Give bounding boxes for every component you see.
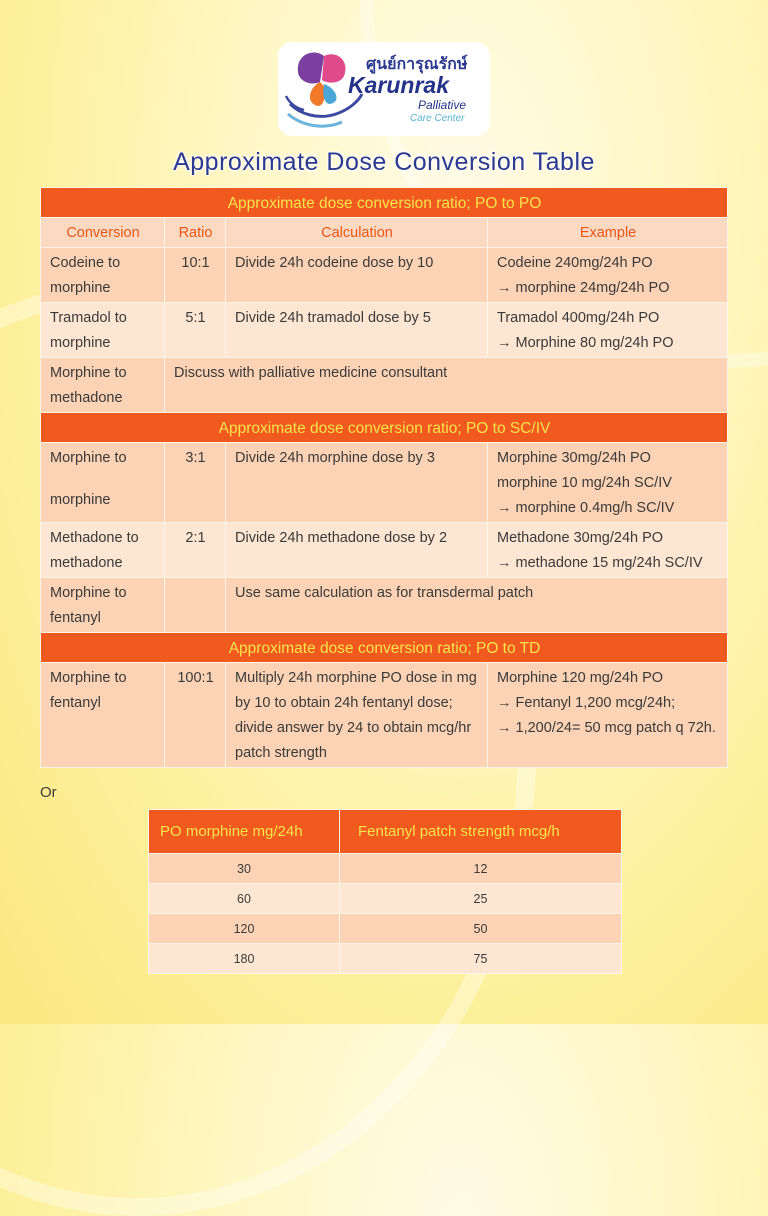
conversion-cell bbox=[41, 443, 165, 523]
conversion-line: morphine bbox=[50, 492, 111, 508]
section-header bbox=[41, 188, 728, 218]
conversion-cell: Tramadol to morphine bbox=[41, 303, 165, 358]
table-row bbox=[41, 443, 728, 523]
column-header: PO morphine mg/24h bbox=[149, 810, 340, 854]
section-title: Approximate dose conversion ratio; PO to PO bbox=[41, 188, 728, 218]
section-title: Approximate dose conversion ratio; PO to SC/IV bbox=[41, 413, 728, 443]
conversion-cell: Morphine to fentanyl bbox=[41, 663, 165, 768]
ratio-cell: 3:1 bbox=[165, 443, 226, 523]
example-cell bbox=[488, 248, 728, 303]
section-header bbox=[41, 413, 728, 443]
calculation-cell: Divide 24h tramadol dose by 5 bbox=[226, 303, 488, 358]
example-line: → methadone 15 mg/24h SC/IV bbox=[497, 555, 703, 571]
logo-subtitle: Palliative bbox=[418, 98, 467, 112]
column-header: Calculation bbox=[226, 218, 488, 248]
column-header: Example bbox=[488, 218, 728, 248]
table-row bbox=[41, 663, 728, 768]
example-line: → morphine 24mg/24h PO bbox=[497, 280, 670, 296]
table-row bbox=[41, 523, 728, 578]
table-row bbox=[149, 944, 622, 974]
conversion-cell: Methadone to methadone bbox=[41, 523, 165, 578]
example-line: morphine 10 mg/24h SC/IV bbox=[497, 475, 672, 491]
example-cell bbox=[488, 523, 728, 578]
table-row bbox=[149, 854, 622, 884]
note-cell: Discuss with palliative medicine consultant bbox=[165, 358, 728, 413]
calculation-cell: Multiply 24h morphine PO dose in mg by 10 to obtain 24h fentanyl dose; divide answer by 24 to obtain mcg/hr patch strength bbox=[226, 663, 488, 768]
table-row bbox=[41, 358, 728, 413]
table-row bbox=[41, 248, 728, 303]
ratio-cell: 2:1 bbox=[165, 523, 226, 578]
column-header: Fentanyl patch strength mcg/h bbox=[340, 810, 622, 854]
example-line: → morphine 0.4mg/h SC/IV bbox=[497, 500, 675, 516]
conversion-cell: Codeine to morphine bbox=[41, 248, 165, 303]
fentanyl-patch-table bbox=[148, 809, 622, 974]
conversion-cell: Morphine to fentanyl bbox=[41, 578, 165, 633]
conversion-line: Morphine to bbox=[50, 450, 127, 466]
conversion-table bbox=[40, 187, 728, 768]
table-row bbox=[149, 914, 622, 944]
morphine-dose-cell: 180 bbox=[149, 944, 340, 974]
example-line: Codeine 240mg/24h PO bbox=[497, 255, 653, 271]
example-line: → 1,200/24= 50 mcg patch q 72h. bbox=[497, 720, 716, 736]
patch-strength-cell: 12 bbox=[340, 854, 622, 884]
patch-table-header bbox=[149, 810, 622, 854]
example-line: Methadone 30mg/24h PO bbox=[497, 530, 664, 546]
table-row bbox=[41, 578, 728, 633]
example-cell bbox=[488, 443, 728, 523]
example-line: Tramadol 400mg/24h PO bbox=[497, 310, 660, 326]
example-cell bbox=[488, 663, 728, 768]
or-label: Or bbox=[40, 784, 57, 801]
section-title: Approximate dose conversion ratio; PO to TD bbox=[41, 633, 728, 663]
ratio-cell bbox=[165, 578, 226, 633]
column-header: Ratio bbox=[165, 218, 226, 248]
calculation-cell: Divide 24h codeine dose by 10 bbox=[226, 248, 488, 303]
calculation-cell: Use same calculation as for transdermal patch bbox=[226, 578, 728, 633]
calculation-cell: Divide 24h methadone dose by 2 bbox=[226, 523, 488, 578]
example-cell bbox=[488, 303, 728, 358]
ratio-cell: 100:1 bbox=[165, 663, 226, 768]
example-line: Morphine 120 mg/24h PO bbox=[497, 670, 664, 686]
logo bbox=[278, 42, 490, 136]
column-header: Conversion bbox=[41, 218, 165, 248]
logo-subtitle-2: Care Center bbox=[410, 113, 465, 124]
example-line: Morphine 30mg/24h PO bbox=[497, 450, 651, 466]
patch-strength-cell: 75 bbox=[340, 944, 622, 974]
ratio-cell: 10:1 bbox=[165, 248, 226, 303]
section-header bbox=[41, 633, 728, 663]
logo-name: Karunrak bbox=[348, 72, 449, 98]
column-header-row bbox=[41, 218, 728, 248]
page-title: Approximate Dose Conversion Table bbox=[173, 148, 595, 176]
calculation-cell: Divide 24h morphine dose by 3 bbox=[226, 443, 488, 523]
table-row bbox=[41, 303, 728, 358]
conversion-cell: Morphine to methadone bbox=[41, 358, 165, 413]
example-line: → Morphine 80 mg/24h PO bbox=[497, 335, 674, 351]
morphine-dose-cell: 30 bbox=[149, 854, 340, 884]
patch-strength-cell: 50 bbox=[340, 914, 622, 944]
table-row bbox=[149, 884, 622, 914]
ratio-cell: 5:1 bbox=[165, 303, 226, 358]
logo-thai-text: ศูนย์การุณรักษ์ bbox=[366, 54, 468, 73]
morphine-dose-cell: 120 bbox=[149, 914, 340, 944]
example-line: → Fentanyl 1,200 mcg/24h; bbox=[497, 695, 676, 711]
morphine-dose-cell: 60 bbox=[149, 884, 340, 914]
patch-strength-cell: 25 bbox=[340, 884, 622, 914]
